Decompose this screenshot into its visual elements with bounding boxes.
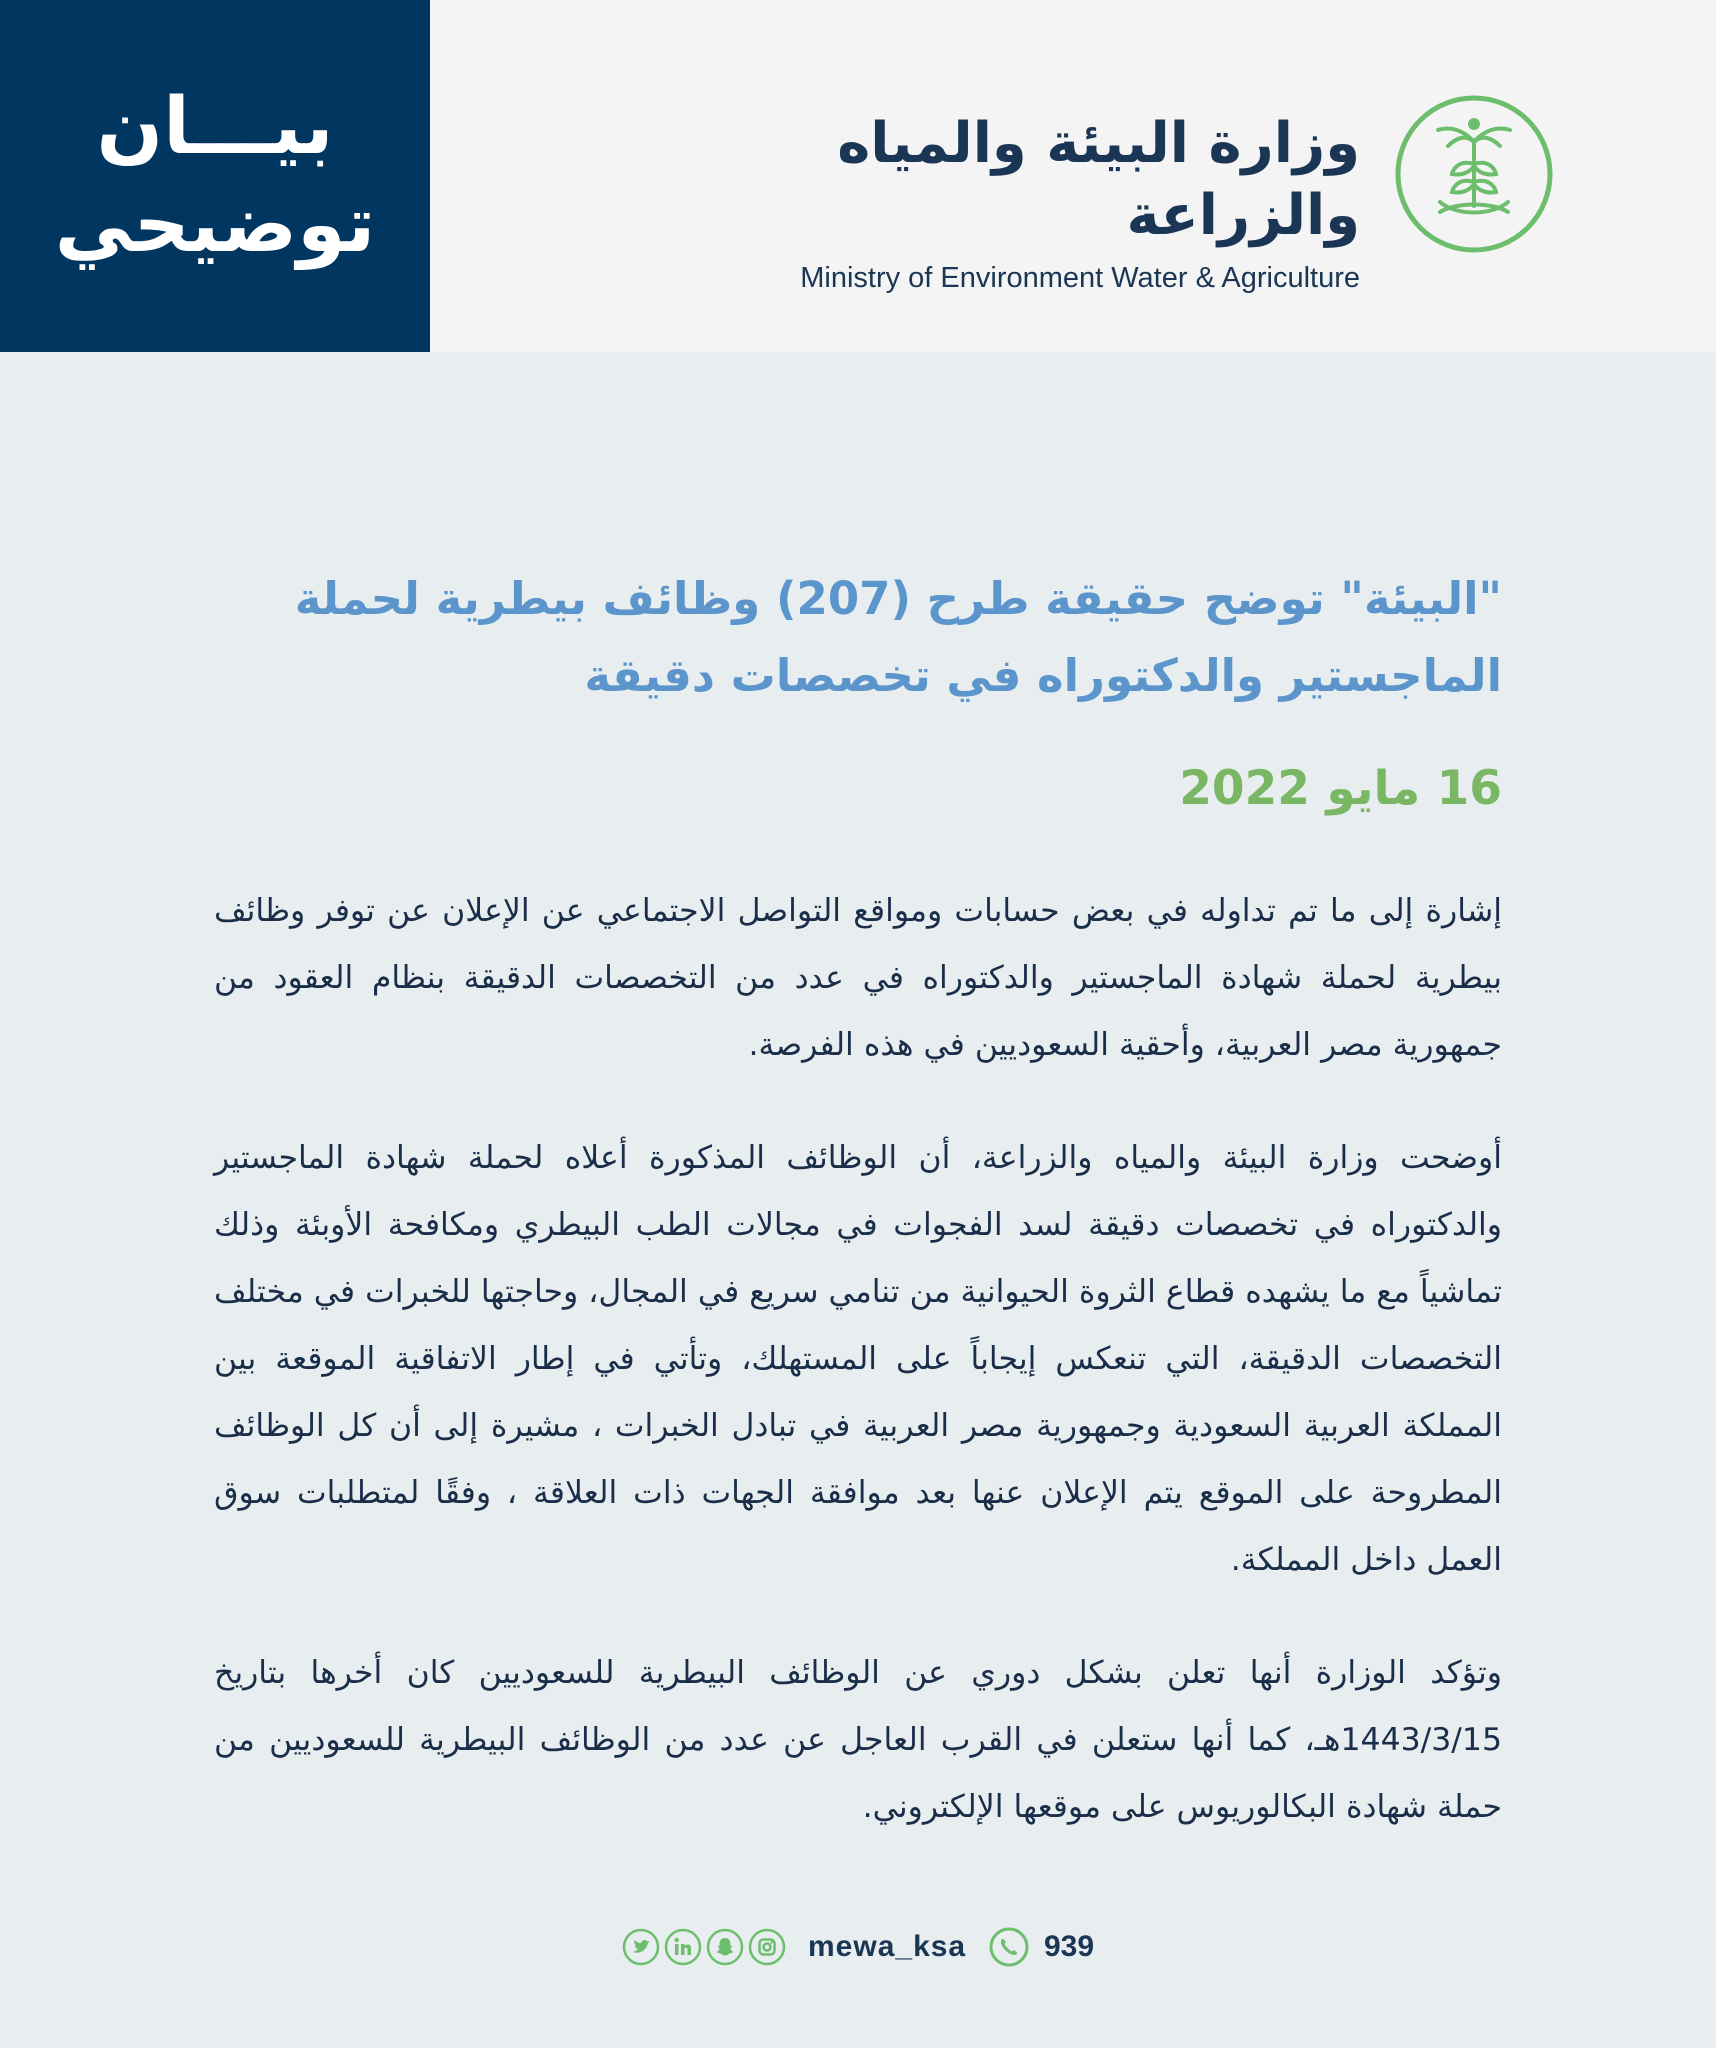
linkedin-icon[interactable] bbox=[664, 1928, 702, 1966]
ministry-name-arabic: وزارة البيئة والمياه والزراعة bbox=[837, 111, 1360, 248]
header-bar bbox=[0, 0, 1716, 352]
paragraph-1: إشارة إلى ما تم تداوله في بعض حسابات ومواقع التواصل الاجتماعي عن الإعلان عن توفر وظائف بيطرية لحملة شهادة الماجستير والدكتوراه في عدد من التخصصات الدقيقة بنظام العقود من جمهورية مصر العربية، وأحقية السعوديين في هذه الفرصة. bbox=[214, 893, 1502, 1063]
phone-icon[interactable] bbox=[988, 1926, 1030, 1968]
ministry-logo-icon bbox=[1394, 94, 1554, 254]
title-line-2: الماجستير والدكتوراه في تخصصات دقيقة bbox=[584, 649, 1502, 702]
ministry-name-english: Ministry of Environment Water & Agriculture bbox=[800, 262, 1360, 294]
social-handle[interactable]: mewa_ksa bbox=[808, 1930, 967, 1963]
paragraph-3: وتؤكد الوزارة أنها تعلن بشكل دوري عن الوظائف البيطرية للسعوديين كان أخرها بتاريخ 1443/3/15هـ، كما أنها ستعلن في القرب العاجل عن عدد من الوظائف البيطرية للسعوديين من حملة شهادة البكالوريوس على موقعها الإلكتروني. bbox=[214, 1655, 1502, 1825]
instagram-icon[interactable] bbox=[748, 1928, 786, 1966]
title-line-1: "البيئة" توضح حقيقة طرح (207) وظائف بيطرية لحملة bbox=[294, 572, 1502, 625]
snapchat-icon[interactable] bbox=[706, 1928, 744, 1966]
statement-title bbox=[214, 560, 1502, 714]
statement-badge bbox=[0, 0, 430, 352]
footer-bar bbox=[0, 1928, 1716, 1976]
statement-date: 16 مايو 2022 bbox=[1179, 761, 1502, 816]
paragraph-2: أوضحت وزارة البيئة والمياه والزراعة، أن الوظائف المذكورة أعلاه لحملة شهادة الماجستير والدكتوراه في تخصصات دقيقة لسد الفجوات في مجالات الطب البيطري ومكافحة الأوبئة وذلك تماشياً مع ما يشهده قطاع الثروة الحيوانية من تنامي سريع في المجال، وحاجتها للخبرات في مختلف التخصصات الدقيقة، التي تنعكس إيجاباً على المستهلك، وتأتي في إطار الاتفاقية الموقعة بين المملكة العربية السعودية وجمهورية مصر العربية في تبادل الخبرات ، مشيرة إلى أن كل الوظائف المطروحة على الموقع يتم الإعلان عنها بعد موافقة الجهات ذات العلاقة ، وفقًا لمتطلبات سوق العمل داخل المملكة. bbox=[214, 1140, 1502, 1578]
hotline-number[interactable]: 939 bbox=[1044, 1930, 1095, 1963]
statement-content bbox=[214, 560, 1502, 1873]
badge-line-2: توضيحي bbox=[54, 180, 376, 270]
badge-line-1: بيـــان bbox=[96, 82, 334, 172]
twitter-icon[interactable] bbox=[622, 1928, 660, 1966]
ministry-name-block bbox=[600, 108, 1360, 295]
